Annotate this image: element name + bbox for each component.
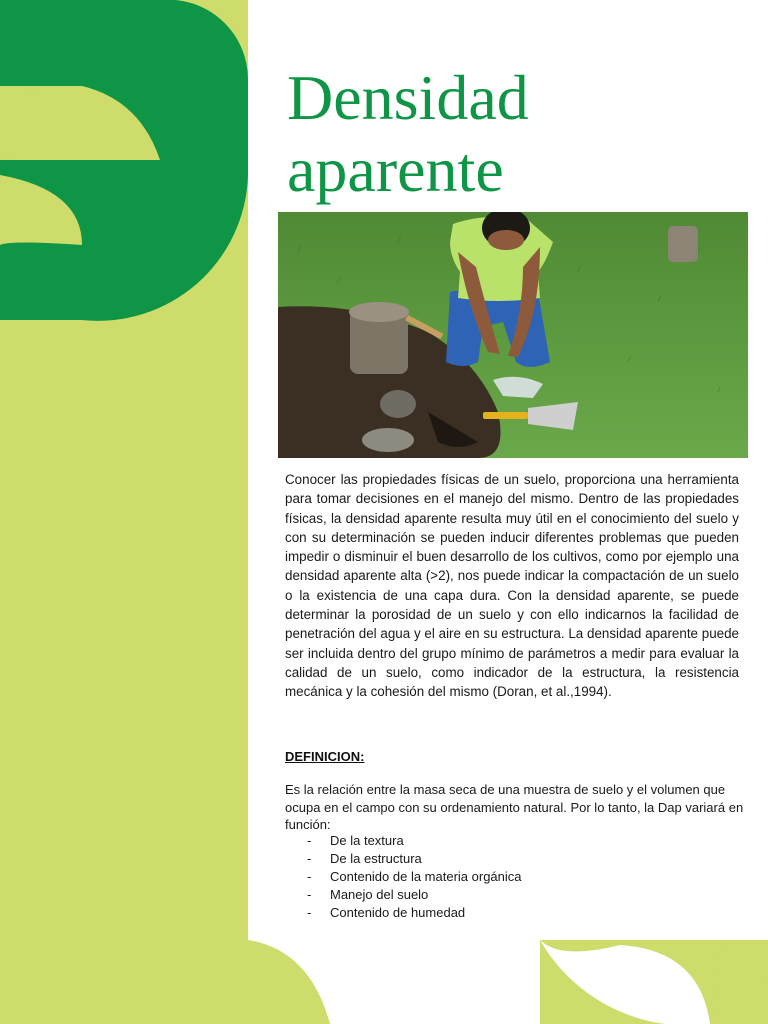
list-item-label: Manejo del suelo xyxy=(330,887,429,902)
list-item xyxy=(285,832,705,850)
list-bullet: - xyxy=(307,905,312,920)
intro-paragraph: Conocer las propiedades físicas de un suelo, proporciona una herramienta para tomar decisiones en el manejo del mismo. Dentro de las propiedades físicas, la densidad aparente resulta muy útil en el conocimiento del suelo y con su determinación se pueden inducir diferentes problemas que pueden impedir o disminuir el buen desarrollo de los cultivos, como por ejemplo una densidad aparente alta (>2), nos puede indicar la compactación de un suelo o la existencia de una capa dura. Con la densidad aparente, se puede determinar la porosidad de un suelo y con ello indicarnos la facilidad de penetración del agua y el aire en su estructura. La densidad aparente puede ser incluida dentro del grupo mínimo de parámetros a medir para evaluar la calidad de un suelo, como indicador de la estructura, la resistencia mecánica y la cohesión del mismo (Doran, et al.,1994). xyxy=(285,472,739,700)
list-item-label: Contenido de la materia orgánica xyxy=(330,869,522,884)
definition-text: Es la relación entre la masa seca de una muestra de suelo y el volumen que ocupa en el campo con su ordenamiento natural. Por lo tanto, la Dap variará en función: xyxy=(285,782,744,832)
title-line-2: aparente xyxy=(287,134,504,205)
list-item xyxy=(285,868,705,886)
list-bullet: - xyxy=(307,887,312,902)
list-bullet: - xyxy=(307,833,312,848)
list-item xyxy=(285,886,705,904)
page-title xyxy=(287,62,747,206)
title-line-1: Densidad xyxy=(287,62,529,133)
list-item-label: Contenido de humedad xyxy=(330,905,466,920)
list-item-label: De la estructura xyxy=(330,851,422,866)
list-bullet: - xyxy=(307,851,312,866)
definition-list xyxy=(285,832,705,922)
soil-sampling-photo xyxy=(278,212,748,458)
list-item xyxy=(285,850,705,868)
geometric-decoration xyxy=(0,0,248,330)
list-item-label: De la textura xyxy=(330,833,404,848)
definition-heading: DEFINICION: xyxy=(285,749,365,764)
list-item xyxy=(285,904,705,922)
list-bullet: - xyxy=(307,869,312,884)
